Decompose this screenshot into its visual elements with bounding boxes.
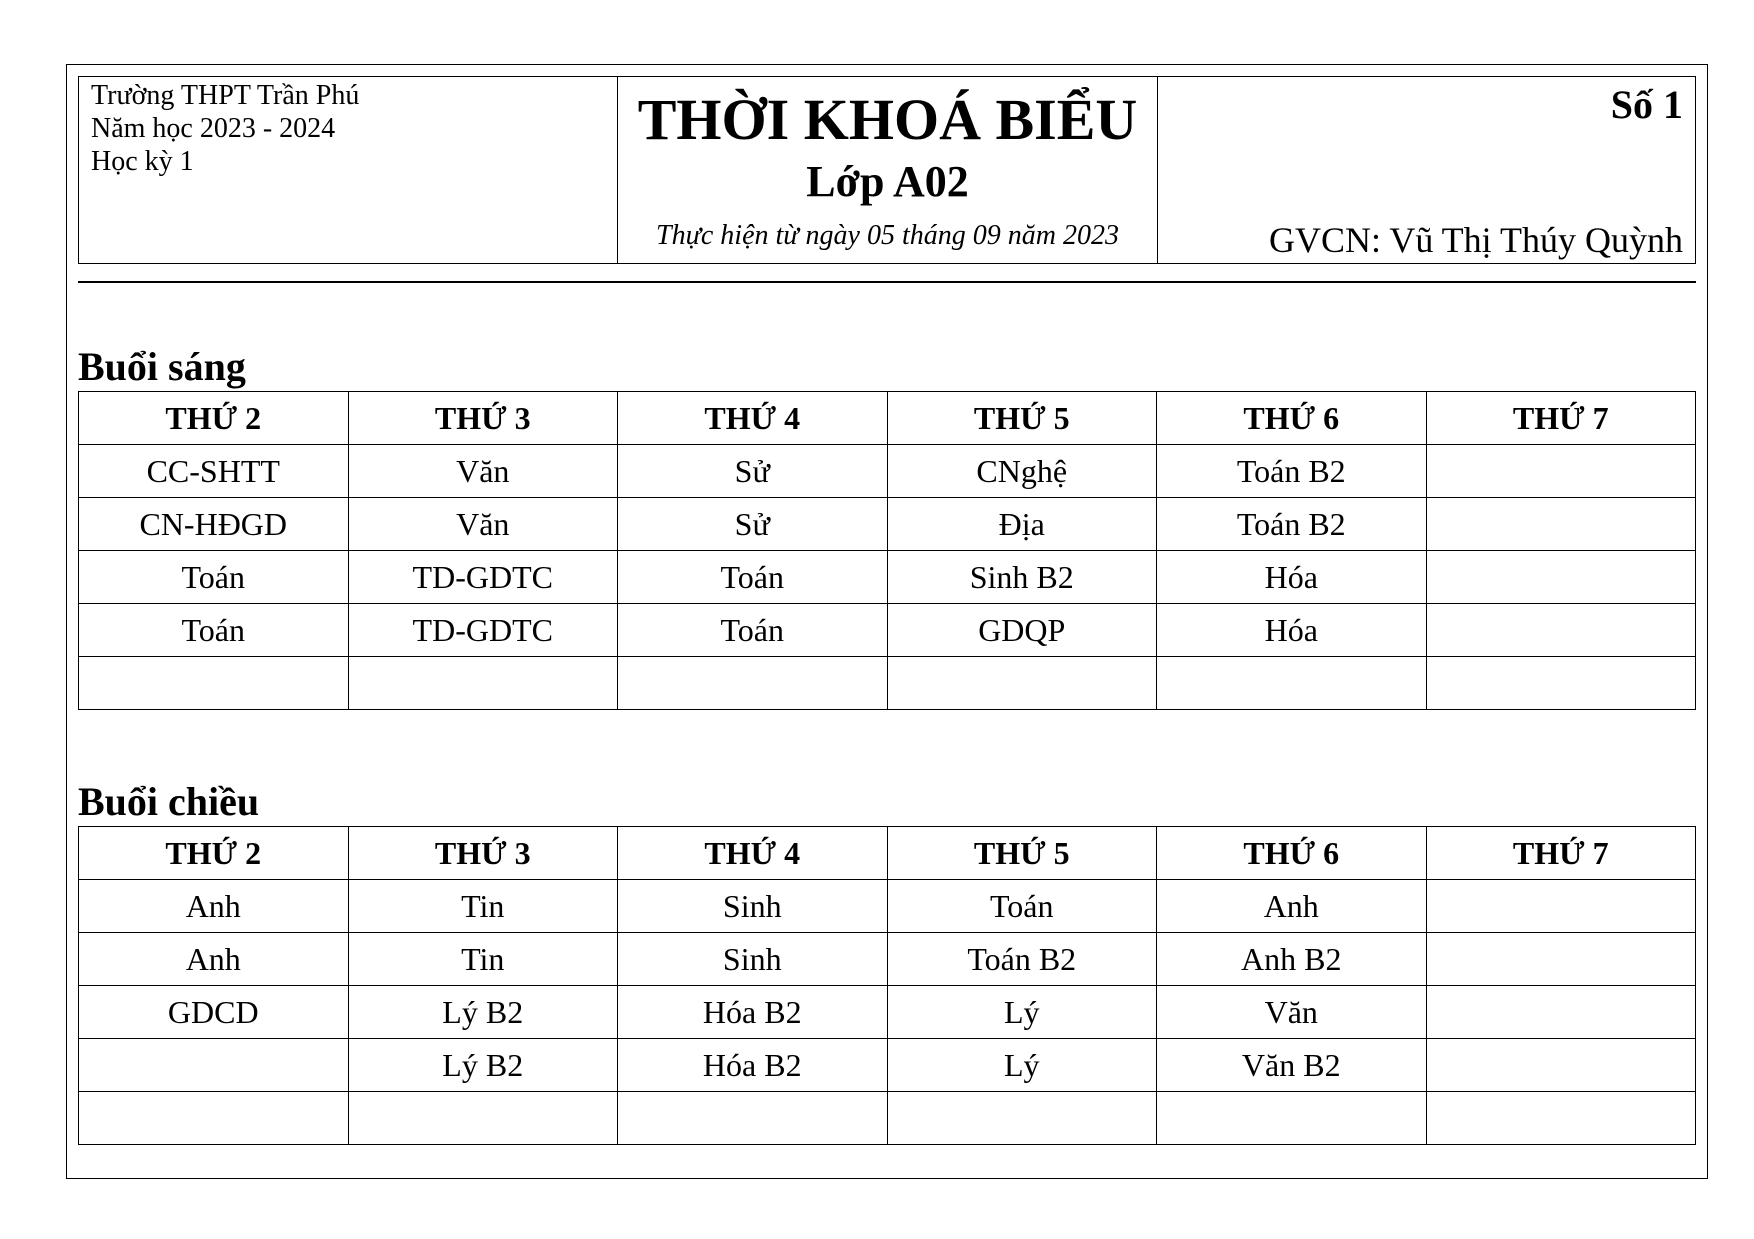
subject-cell bbox=[887, 1092, 1157, 1145]
period-row bbox=[79, 604, 1696, 657]
subject-cell: Hóa bbox=[1157, 604, 1427, 657]
meta-block bbox=[1158, 77, 1695, 263]
subject-cell bbox=[1426, 498, 1696, 551]
title-block bbox=[618, 77, 1157, 263]
day-header: THỨ 4 bbox=[618, 827, 888, 880]
subject-cell bbox=[1426, 1092, 1696, 1145]
homeroom-teacher: GVCN: Vũ Thị Thúy Quỳnh bbox=[1268, 220, 1684, 260]
subject-cell: Toán bbox=[79, 551, 349, 604]
day-header: THỨ 7 bbox=[1426, 827, 1696, 880]
subject-cell: Anh B2 bbox=[1157, 933, 1427, 986]
subject-cell bbox=[1426, 551, 1696, 604]
period-row bbox=[79, 933, 1696, 986]
period-row bbox=[79, 445, 1696, 498]
subject-cell: Tin bbox=[348, 933, 618, 986]
subject-cell bbox=[1426, 986, 1696, 1039]
subject-cell: GDQP bbox=[887, 604, 1157, 657]
period-row bbox=[79, 1092, 1696, 1145]
subject-cell: Văn bbox=[348, 445, 618, 498]
subject-cell: Toán B2 bbox=[1157, 445, 1427, 498]
morning-header-row bbox=[79, 392, 1696, 445]
subject-cell bbox=[348, 1092, 618, 1145]
effective-date: Thực hiện từ ngày 05 tháng 09 năm 2023 bbox=[656, 220, 1119, 251]
subject-cell: Anh bbox=[1157, 880, 1427, 933]
subject-cell: Toán B2 bbox=[1157, 498, 1427, 551]
day-header: THỨ 3 bbox=[348, 827, 618, 880]
subject-cell bbox=[618, 1092, 888, 1145]
subject-cell bbox=[1426, 933, 1696, 986]
subject-cell: Sinh bbox=[618, 880, 888, 933]
morning-table bbox=[78, 391, 1696, 710]
subject-cell: Tin bbox=[348, 880, 618, 933]
subject-cell: Hóa B2 bbox=[618, 1039, 888, 1092]
afternoon-body bbox=[79, 880, 1696, 1145]
subject-cell: Lý B2 bbox=[348, 986, 618, 1039]
school-info bbox=[79, 77, 618, 263]
subject-cell: Sinh bbox=[618, 933, 888, 986]
subject-cell bbox=[1426, 657, 1696, 710]
subject-cell: Lý bbox=[887, 986, 1157, 1039]
subject-cell: GDCD bbox=[79, 986, 349, 1039]
subject-cell: Hóa B2 bbox=[618, 986, 888, 1039]
period-row bbox=[79, 551, 1696, 604]
period-row bbox=[79, 657, 1696, 710]
subject-cell: TD-GDTC bbox=[348, 551, 618, 604]
period-row bbox=[79, 880, 1696, 933]
subject-cell: Lý B2 bbox=[348, 1039, 618, 1092]
day-header: THỨ 2 bbox=[79, 392, 349, 445]
day-header: THỨ 3 bbox=[348, 392, 618, 445]
subject-cell: Văn B2 bbox=[1157, 1039, 1427, 1092]
morning-title: Buổi sáng bbox=[78, 344, 246, 389]
day-header: THỨ 6 bbox=[1157, 392, 1427, 445]
period-row bbox=[79, 498, 1696, 551]
afternoon-title: Buổi chiều bbox=[78, 779, 260, 824]
class-name: Lớp A02 bbox=[806, 157, 969, 206]
subject-cell: Hóa bbox=[1157, 551, 1427, 604]
subject-cell: Toán B2 bbox=[887, 933, 1157, 986]
day-header: THỨ 6 bbox=[1157, 827, 1427, 880]
subject-cell bbox=[1426, 445, 1696, 498]
subject-cell: Lý bbox=[887, 1039, 1157, 1092]
subject-cell bbox=[618, 657, 888, 710]
subject-cell bbox=[887, 657, 1157, 710]
subject-cell bbox=[1157, 1092, 1427, 1145]
subject-cell: Toán bbox=[618, 551, 888, 604]
school-year: Năm học 2023 - 2024 bbox=[91, 113, 336, 144]
header-divider bbox=[78, 281, 1696, 283]
day-header: THỨ 4 bbox=[618, 392, 888, 445]
subject-cell: Toán bbox=[79, 604, 349, 657]
day-header: THỨ 2 bbox=[79, 827, 349, 880]
period-row bbox=[79, 986, 1696, 1039]
afternoon-table bbox=[78, 826, 1696, 1145]
subject-cell: Văn bbox=[348, 498, 618, 551]
page-title: THỜI KHOÁ BIỂU bbox=[637, 87, 1138, 152]
subject-cell bbox=[1157, 657, 1427, 710]
subject-cell bbox=[1426, 880, 1696, 933]
school-name: Trường THPT Trần Phú bbox=[91, 80, 360, 111]
subject-cell: Sinh B2 bbox=[887, 551, 1157, 604]
subject-cell: Sử bbox=[618, 445, 888, 498]
subject-cell bbox=[79, 657, 349, 710]
schedule-number: Số 1 bbox=[1610, 82, 1684, 127]
subject-cell bbox=[348, 657, 618, 710]
subject-cell: Anh bbox=[79, 933, 349, 986]
subject-cell: CNghệ bbox=[887, 445, 1157, 498]
subject-cell: CC-SHTT bbox=[79, 445, 349, 498]
day-header: THỨ 5 bbox=[887, 827, 1157, 880]
subject-cell: Địa bbox=[887, 498, 1157, 551]
subject-cell: Toán bbox=[618, 604, 888, 657]
morning-body bbox=[79, 445, 1696, 710]
subject-cell bbox=[1426, 604, 1696, 657]
subject-cell: TD-GDTC bbox=[348, 604, 618, 657]
subject-cell bbox=[79, 1039, 349, 1092]
subject-cell: Văn bbox=[1157, 986, 1427, 1039]
header-box bbox=[78, 76, 1696, 264]
afternoon-header-row bbox=[79, 827, 1696, 880]
subject-cell: Toán bbox=[887, 880, 1157, 933]
subject-cell: CN-HĐGD bbox=[79, 498, 349, 551]
subject-cell: Anh bbox=[79, 880, 349, 933]
day-header: THỨ 7 bbox=[1426, 392, 1696, 445]
subject-cell bbox=[79, 1092, 349, 1145]
day-header: THỨ 5 bbox=[887, 392, 1157, 445]
period-row bbox=[79, 1039, 1696, 1092]
semester: Học kỳ 1 bbox=[91, 146, 194, 177]
subject-cell bbox=[1426, 1039, 1696, 1092]
subject-cell: Sử bbox=[618, 498, 888, 551]
